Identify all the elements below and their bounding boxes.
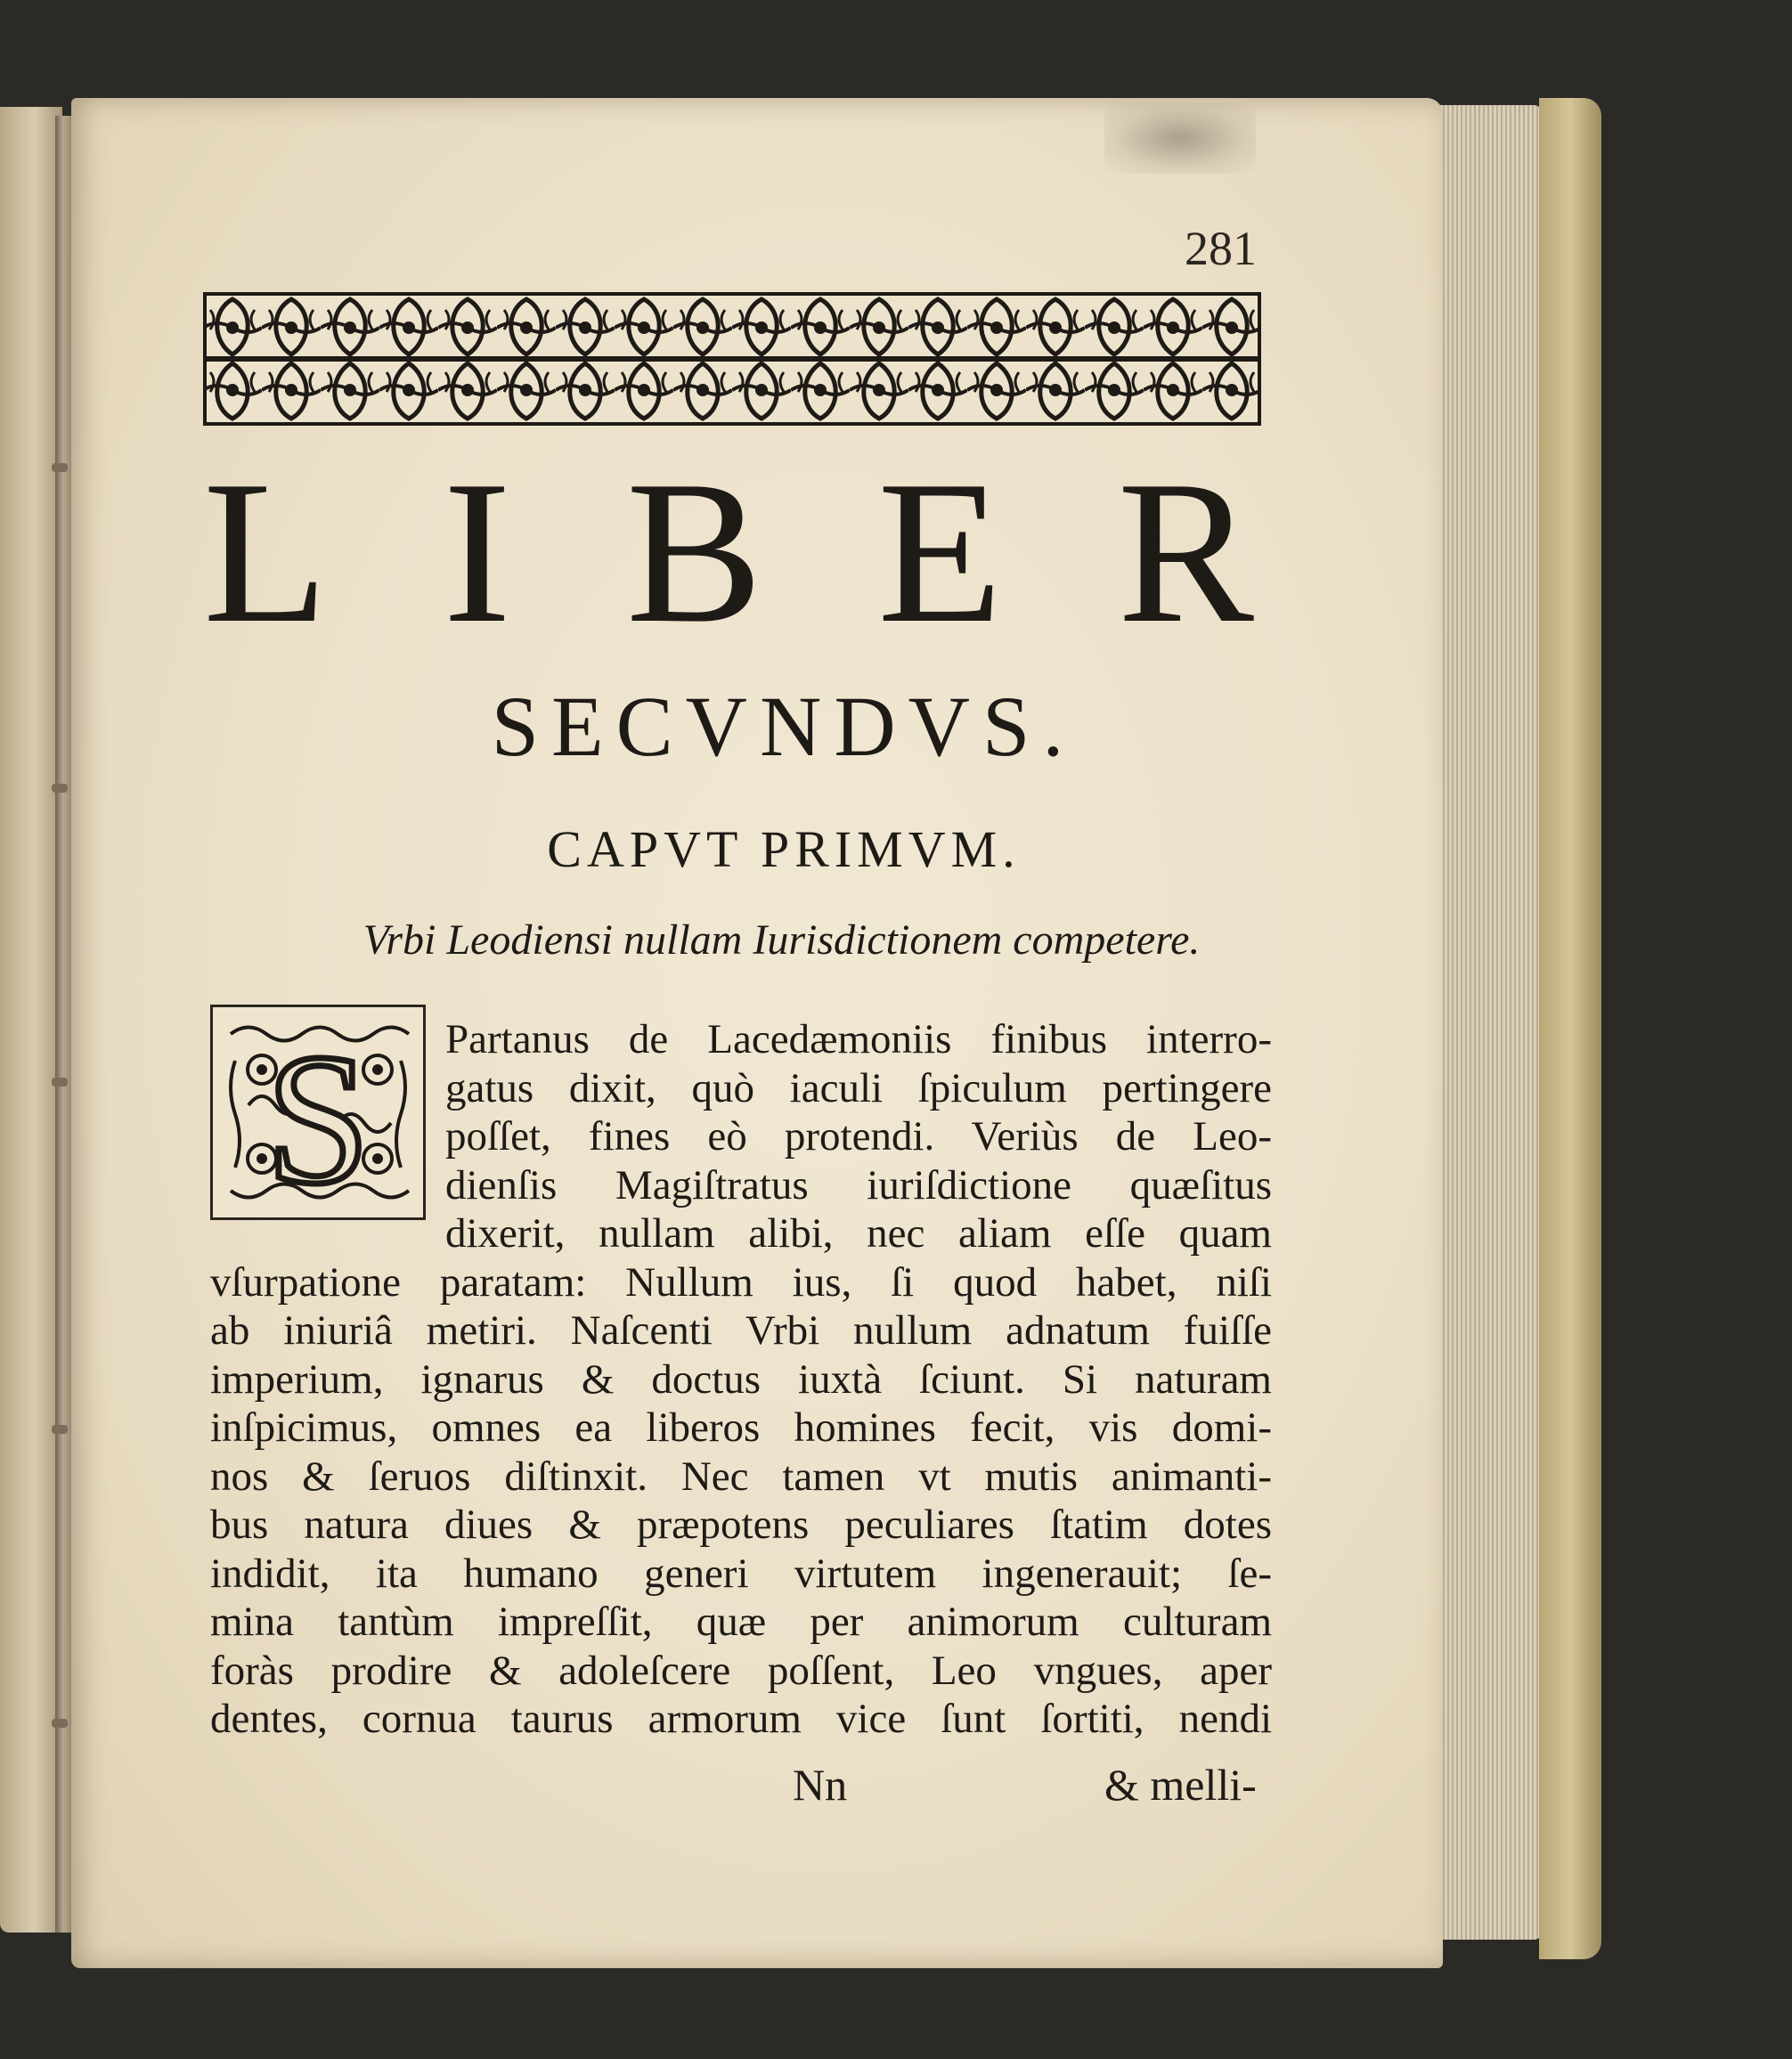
svg-text:S: S [265,1016,371,1220]
title-letter: I [443,438,511,665]
text-line: dixerit, nullam alibi, nec aliam eſſe quam [445,1210,1272,1257]
text-line: foràs prodire & adoleſcere poſſent, Leo vngues, aper [210,1647,1272,1694]
text-line: bus natura diues & præpotens peculiares ſtatim dotes [210,1502,1272,1548]
paper-stain [1104,102,1256,174]
text-line: Partanus de Lacedæmoniis finibus interro- [445,1016,1272,1062]
binding-stitch [52,1719,68,1728]
title-letter: R [1117,438,1254,665]
vellum-cover [1539,98,1601,1959]
text-line: gatus dixit, quò iaculi ſpiculum pertingere [445,1064,1272,1111]
text-line: imperium, ignarus & doctus iuxtà ſciunt. Si naturam [210,1355,1272,1403]
title-letter: B [625,438,763,665]
text-line: poſſet, fines eò protendi. Veriùs de Leo- [445,1113,1272,1160]
binding-stitch [52,784,68,793]
text-line: vſurpatione paratam: Nullum ius, ſi quod habet, niſi [210,1258,1272,1306]
binding-stitch [52,1078,68,1086]
text-line: dienſis Magiſtratus iuriſdictione quæſitus [445,1161,1272,1209]
body-text [210,1015,1272,1744]
text-line: ab iniuriâ metiri. Naſcenti Vrbi nullum adnatum fuiſſe [210,1307,1272,1354]
text-line: dentes, cornua taurus armorum vice ſunt ſortiti, nendi [210,1696,1272,1742]
binding-stitch [52,463,68,472]
page-block-edges [1436,105,1543,1940]
signature-mark: Nn [793,1760,848,1810]
catchword: & melli- [1104,1760,1257,1810]
book-title-liber [203,438,1254,665]
text-line: mina tantùm impreſſit, quæ per animorum culturam [210,1599,1272,1645]
headpiece-ornament [203,292,1261,426]
book-title-secundus: SECVNDVS. [491,679,1077,774]
chapter-subtitle: Vrbi Leodiensi nullam Iurisdictionem competere. [362,916,1201,964]
binding-stitch [52,1425,68,1434]
text-line: nos & ſeruos diſtinxit. Nec tamen vt mutis animanti- [210,1453,1272,1500]
text-line: indidit, ita humano generi virtutem ingenerauit; ſe- [210,1550,1272,1597]
page-number: 281 [1185,222,1257,275]
text-line: inſpicimus, omnes ea liberos homines fecit, vis domi- [210,1404,1272,1451]
facing-page-edge [0,107,62,1933]
title-letter: L [203,438,329,665]
title-letter: E [877,438,1003,665]
chapter-heading: CAPVT PRIMVM. [547,820,1021,878]
